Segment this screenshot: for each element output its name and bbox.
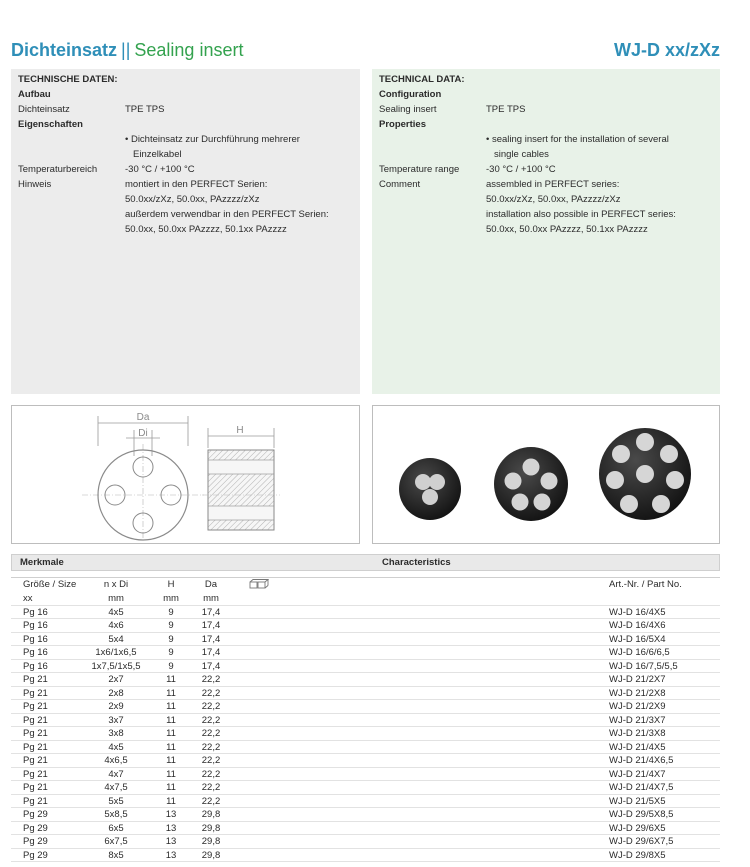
- cell-n-di: 8x5: [108, 849, 124, 861]
- cell-part-no: WJ-D 21/2X7: [609, 674, 666, 685]
- sealing-insert-photo: [373, 406, 720, 544]
- cell-da: 22,2: [201, 795, 221, 807]
- temperature-label: Temperature range: [379, 164, 460, 175]
- section-properties: Properties: [379, 119, 426, 130]
- note-line-4: 50.0xx, 50.0xx PAzzzz, 50.1xx PAzzzz: [486, 224, 648, 235]
- cell-size: Pg 29: [23, 849, 48, 861]
- cell-da: 22,2: [201, 755, 221, 766]
- cell-n-di: 4x6: [108, 620, 124, 631]
- cell-size: Pg 21: [23, 795, 48, 807]
- cell-da: 22,2: [201, 714, 221, 726]
- cell-size: Pg 21: [23, 687, 48, 699]
- cell-h: 13: [165, 809, 177, 820]
- header-n-di: n x Di: [103, 579, 129, 590]
- note-line-3: außerdem verwendbar in den PERFECT Serien:: [125, 209, 329, 220]
- cell-n-di: 2x9: [108, 701, 124, 712]
- cell-da: 22,2: [201, 701, 221, 712]
- product-photo: [372, 405, 720, 544]
- unit-da: mm: [203, 593, 219, 604]
- cell-size: Pg 29: [23, 836, 48, 847]
- cell-part-no: WJ-D 21/4X5: [609, 741, 666, 753]
- cell-da: 17,4: [201, 633, 221, 645]
- table-row: [11, 835, 720, 849]
- cell-da: 22,2: [201, 674, 221, 685]
- cell-part-no: WJ-D 16/6/6,5: [609, 647, 670, 658]
- table-row: [11, 754, 720, 768]
- table-row: [11, 741, 720, 755]
- cell-n-di: 3x7: [108, 714, 124, 726]
- header-size: Größe / Size: [23, 579, 77, 590]
- header-da: Da: [204, 579, 218, 590]
- note-line-2: 50.0xx/zXz, 50.0xx, PAzzzz/zXz: [125, 194, 260, 205]
- cell-h: 9: [168, 660, 174, 672]
- cell-part-no: WJ-D 16/7,5/5,5: [609, 660, 678, 672]
- characteristics-bar: [11, 554, 720, 571]
- table-units-row: [11, 592, 720, 606]
- section-configuration: Configuration: [379, 89, 442, 100]
- cell-part-no: WJ-D 21/4X6,5: [609, 755, 674, 766]
- cell-part-no: WJ-D 21/4X7: [609, 768, 666, 780]
- table-row: [11, 606, 720, 620]
- material-label: Dichteinsatz: [18, 104, 70, 115]
- cell-part-no: WJ-D 21/3X8: [609, 728, 666, 739]
- cell-n-di: 4x5: [108, 741, 124, 753]
- cell-n-di: 3x8: [108, 728, 124, 739]
- cell-h: 11: [166, 674, 176, 685]
- cell-n-di: 2x7: [108, 674, 124, 685]
- cell-n-di: 1x6/1x6,5: [95, 647, 137, 658]
- label-di: Di: [138, 428, 148, 439]
- unit-n-di: mm: [108, 593, 124, 604]
- table-row: [11, 687, 720, 701]
- note-label: Hinweis: [18, 179, 52, 190]
- note-line-4: 50.0xx, 50.0xx PAzzzz, 50.1xx PAzzzz: [125, 224, 287, 235]
- bullet-line-1: • sealing insert for the installation of several: [486, 134, 669, 145]
- bullet-line-2: Einzelkabel: [133, 149, 182, 160]
- temperature-row: [379, 162, 713, 177]
- cell-part-no: WJ-D 21/2X9: [609, 701, 666, 712]
- title-de: Dichteinsatz: [11, 40, 118, 60]
- cell-da: 29,8: [201, 836, 221, 847]
- cell-size: Pg 16: [23, 620, 48, 631]
- table-row: [11, 727, 720, 741]
- cell-part-no: WJ-D 29/5X8,5: [609, 809, 674, 820]
- title-en: Sealing insert: [134, 40, 244, 60]
- note-line-1: assembled in PERFECT series:: [486, 179, 620, 190]
- cell-size: Pg 16: [23, 633, 48, 645]
- material-value: TPE TPS: [486, 104, 526, 115]
- cell-h: 13: [165, 836, 177, 847]
- table-body: [11, 606, 720, 863]
- title-separator: ||: [121, 40, 131, 60]
- cell-n-di: 2x8: [108, 687, 124, 699]
- cell-h: 11: [166, 795, 176, 807]
- cell-part-no: WJ-D 21/4X7,5: [609, 782, 674, 793]
- table-row: [11, 808, 720, 822]
- cell-part-no: WJ-D 21/3X7: [609, 714, 666, 726]
- note-line-2: 50.0xx/zXz, 50.0xx, PAzzzz/zXz: [486, 194, 621, 205]
- cell-part-no: WJ-D 16/4X5: [609, 606, 666, 618]
- material-label: Sealing insert: [379, 104, 437, 115]
- cell-size: Pg 21: [23, 782, 48, 793]
- note-line-3: installation also possible in PERFECT series:: [486, 209, 676, 220]
- cell-size: Pg 21: [23, 674, 48, 685]
- cell-size: Pg 29: [23, 809, 48, 820]
- temperature-row: [18, 162, 353, 177]
- cell-size: Pg 21: [23, 701, 48, 712]
- cell-h: 11: [166, 714, 176, 726]
- cell-part-no: WJ-D 29/8X5: [609, 849, 666, 861]
- cell-n-di: 5x4: [108, 633, 124, 645]
- temperature-label: Temperaturbereich: [18, 164, 98, 175]
- header-h: H: [167, 579, 175, 590]
- page-header: [11, 40, 720, 64]
- cell-n-di: 5x8,5: [104, 809, 128, 820]
- cell-h: 9: [168, 620, 174, 631]
- cell-h: 11: [166, 755, 176, 766]
- cell-part-no: WJ-D 16/5X4: [609, 633, 666, 645]
- cell-da: 29,8: [201, 822, 221, 834]
- table-row: [11, 781, 720, 795]
- note-row: [18, 177, 353, 192]
- cell-size: Pg 21: [23, 741, 48, 753]
- cell-n-di: 5x5: [108, 795, 124, 807]
- cell-size: Pg 21: [23, 768, 48, 780]
- cell-size: Pg 16: [23, 606, 48, 618]
- section-properties: Eigenschaften: [18, 119, 83, 130]
- property-bullet: [379, 132, 713, 147]
- cell-part-no: WJ-D 29/6X7,5: [609, 836, 674, 847]
- note-line-1: montiert in den PERFECT Serien:: [125, 179, 268, 190]
- cell-h: 11: [166, 728, 176, 739]
- bullet-line-1: • Dichteinsatz zur Durchführung mehrerer: [125, 134, 300, 145]
- cell-size: Pg 21: [23, 728, 48, 739]
- cell-da: 29,8: [201, 809, 221, 820]
- temperature-value: -30 °C / +100 °C: [125, 164, 195, 175]
- cell-da: 22,2: [201, 687, 221, 699]
- cell-h: 9: [168, 633, 174, 645]
- cell-h: 13: [165, 849, 177, 861]
- technical-data-panel-en: [372, 69, 720, 394]
- cell-da: 17,4: [201, 620, 221, 631]
- cell-h: 13: [165, 822, 177, 834]
- cell-n-di: 4x7: [108, 768, 124, 780]
- material-row: [379, 102, 713, 117]
- cell-h: 11: [166, 741, 176, 753]
- label-h: H: [236, 425, 244, 436]
- table-row: [11, 700, 720, 714]
- material-value: TPE TPS: [125, 104, 165, 115]
- product-code: WJ-D xx/zXz: [613, 40, 720, 60]
- cell-da: 17,4: [201, 606, 221, 618]
- cell-size: Pg 16: [23, 647, 48, 658]
- cell-part-no: WJ-D 16/4X6: [609, 620, 666, 631]
- table-row: [11, 633, 720, 647]
- panel-heading: TECHNISCHE DATEN:: [18, 74, 118, 85]
- cell-da: 22,2: [201, 728, 221, 739]
- note-label: Comment: [379, 179, 421, 190]
- bullet-line-2: single cables: [494, 149, 549, 160]
- cell-h: 11: [166, 701, 176, 712]
- header-part-no: Art.-Nr. / Part No.: [609, 579, 682, 590]
- note-row: [379, 177, 713, 192]
- table-row: [11, 714, 720, 728]
- table-row: [11, 768, 720, 782]
- cell-size: Pg 21: [23, 714, 48, 726]
- table-row: [11, 822, 720, 836]
- table-row: [11, 619, 720, 633]
- table-row: [11, 795, 720, 809]
- panel-heading: TECHNICAL DATA:: [379, 74, 465, 85]
- cell-h: 11: [166, 768, 176, 780]
- cell-size: Pg 21: [23, 755, 48, 766]
- cell-h: 9: [168, 647, 174, 658]
- table-row: [11, 673, 720, 687]
- characteristics-label-de: Merkmale: [20, 557, 64, 568]
- cell-da: 22,2: [201, 741, 221, 753]
- technical-drawing: [11, 405, 360, 544]
- unit-h: mm: [163, 593, 179, 604]
- cell-h: 11: [166, 687, 176, 699]
- material-row: [18, 102, 353, 117]
- characteristics-label-en: Characteristics: [382, 557, 451, 568]
- cell-n-di: 4x6,5: [104, 755, 128, 766]
- cell-n-di: 4x5: [108, 606, 124, 618]
- cell-da: 22,2: [201, 782, 221, 793]
- table-row: [11, 849, 720, 863]
- dimension-drawing: [12, 406, 360, 544]
- cell-da: 17,4: [201, 647, 221, 658]
- temperature-value: -30 °C / +100 °C: [486, 164, 556, 175]
- cell-part-no: WJ-D 21/5X5: [609, 795, 666, 807]
- cell-h: 9: [168, 606, 174, 618]
- cell-part-no: WJ-D 29/6X5: [609, 822, 666, 834]
- technical-data-panel-de: [11, 69, 360, 394]
- cell-da: 17,4: [201, 660, 221, 672]
- cell-part-no: WJ-D 21/2X8: [609, 687, 666, 699]
- cell-n-di: 1x7,5/1x5,5: [91, 660, 141, 672]
- cell-n-di: 6x7,5: [104, 836, 128, 847]
- table-row: [11, 660, 720, 674]
- cell-n-di: 6x5: [108, 822, 124, 834]
- parts-table: [11, 577, 720, 862]
- property-bullet: [18, 132, 353, 147]
- cell-n-di: 4x7,5: [104, 782, 128, 793]
- cell-size: Pg 16: [23, 660, 48, 672]
- cell-h: 11: [166, 782, 176, 793]
- section-configuration: Aufbau: [18, 89, 51, 100]
- cell-da: 22,2: [201, 768, 221, 780]
- unit-size: xx: [23, 593, 33, 604]
- label-da: Da: [136, 412, 150, 423]
- cell-da: 29,8: [201, 849, 221, 861]
- cell-size: Pg 29: [23, 822, 48, 834]
- table-header-row: [11, 578, 720, 592]
- table-row: [11, 646, 720, 660]
